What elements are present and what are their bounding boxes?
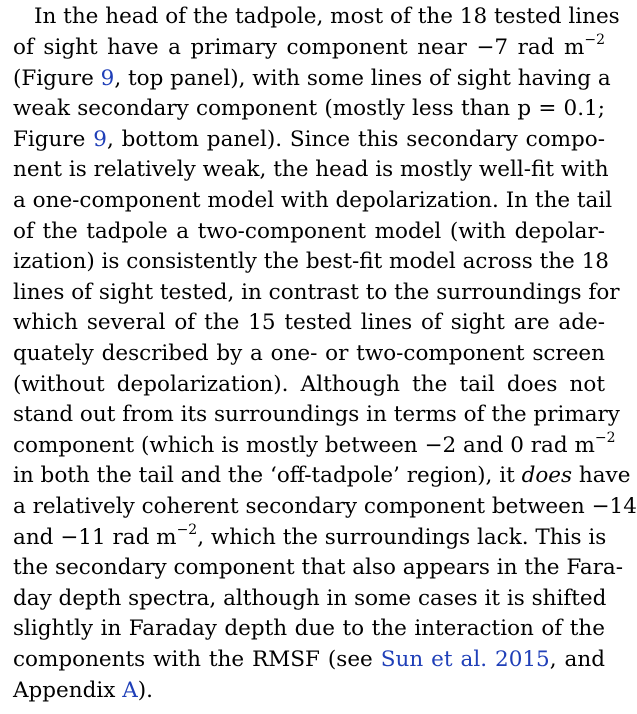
text-line	[13, 614, 605, 645]
text-line	[13, 155, 609, 186]
text-line	[13, 247, 609, 278]
text-run: slightly in Faraday depth due to the interaction of the	[13, 616, 605, 642]
text-run: ization) is consistently the best-fit model across the 18	[13, 249, 609, 275]
text-run: , top panel), with some lines of sight having a	[114, 65, 611, 91]
text-run: component (which is mostly between −2 and 0 rad m	[13, 432, 595, 458]
text-run: , bottom panel). Since this secondary compo-	[106, 126, 605, 152]
text-run: stand out from its surroundings in terms of the primary	[13, 402, 620, 428]
text-run: (without depolarization). Although the tail does not	[13, 371, 605, 397]
figure-9-link[interactable]: 9	[93, 126, 107, 152]
text-run: the secondary component that also appears in the Fara-	[13, 555, 623, 581]
text-run: weak secondary component (mostly less than p = 0.1;	[13, 96, 605, 122]
text-line	[13, 429, 616, 462]
text-run: of the tadpole a two-component model (with depolar-	[13, 218, 605, 244]
superscript-exponent: −2	[584, 32, 605, 48]
text-line	[13, 33, 605, 64]
text-line	[13, 125, 605, 156]
text-run: nent is relatively weak, the head is mostly well-fit with	[13, 157, 609, 183]
text-line	[13, 308, 605, 339]
text-run: a one-component model with depolarization. In the tail	[13, 188, 613, 213]
text-line	[13, 553, 623, 584]
text-run: , and	[549, 647, 605, 672]
text-run: , which the surroundings lack. This is	[197, 524, 607, 550]
figure-9-link[interactable]: 9	[100, 65, 115, 91]
text-run: Figure	[13, 126, 94, 152]
emphasis-text: does	[521, 463, 573, 489]
text-run: quately described by a one- or two-component screen	[13, 341, 605, 366]
text-run: and −11 rad m	[13, 524, 177, 550]
text-line	[13, 370, 605, 401]
text-line	[13, 645, 605, 676]
text-line	[13, 523, 605, 554]
text-run: In the head of the tadpole, most of the 18 tested lines	[34, 4, 620, 29]
text-line	[13, 676, 605, 707]
text-line	[13, 492, 637, 523]
superscript-exponent: −2	[176, 521, 198, 538]
text-run: Appendix	[13, 677, 123, 703]
text-line	[13, 2, 620, 33]
text-run: (Figure	[13, 65, 101, 91]
text-run: in both the tail and the ‘off-tadpole’ region), it	[13, 463, 522, 489]
text-run: which several of the 15 tested lines of sight are ade-	[13, 310, 605, 336]
text-run: lines of sight tested, in contrast to the surroundings for	[13, 279, 620, 305]
text-line	[13, 278, 620, 309]
text-run: a relatively coherent secondary component between −14	[13, 494, 637, 519]
appendix-a-link[interactable]: A	[122, 677, 138, 703]
text-line	[13, 584, 605, 615]
text-run: components with the RMSF (see	[13, 647, 381, 672]
text-run: ).	[137, 677, 153, 703]
text-line	[13, 217, 605, 248]
text-line	[13, 94, 605, 125]
text-line	[13, 64, 611, 95]
text-run: day depth spectra, although in some cases it is shifted	[13, 585, 607, 611]
text-line	[13, 461, 631, 492]
text-line	[13, 339, 605, 370]
superscript-exponent: −2	[594, 429, 616, 446]
citation-sun-2015-link[interactable]: Sun et al. 2015	[380, 647, 550, 672]
text-line	[13, 186, 613, 217]
text-run: have	[572, 463, 631, 489]
text-run: of sight have a primary component near −7 rad m	[13, 35, 585, 60]
text-line	[13, 400, 620, 431]
